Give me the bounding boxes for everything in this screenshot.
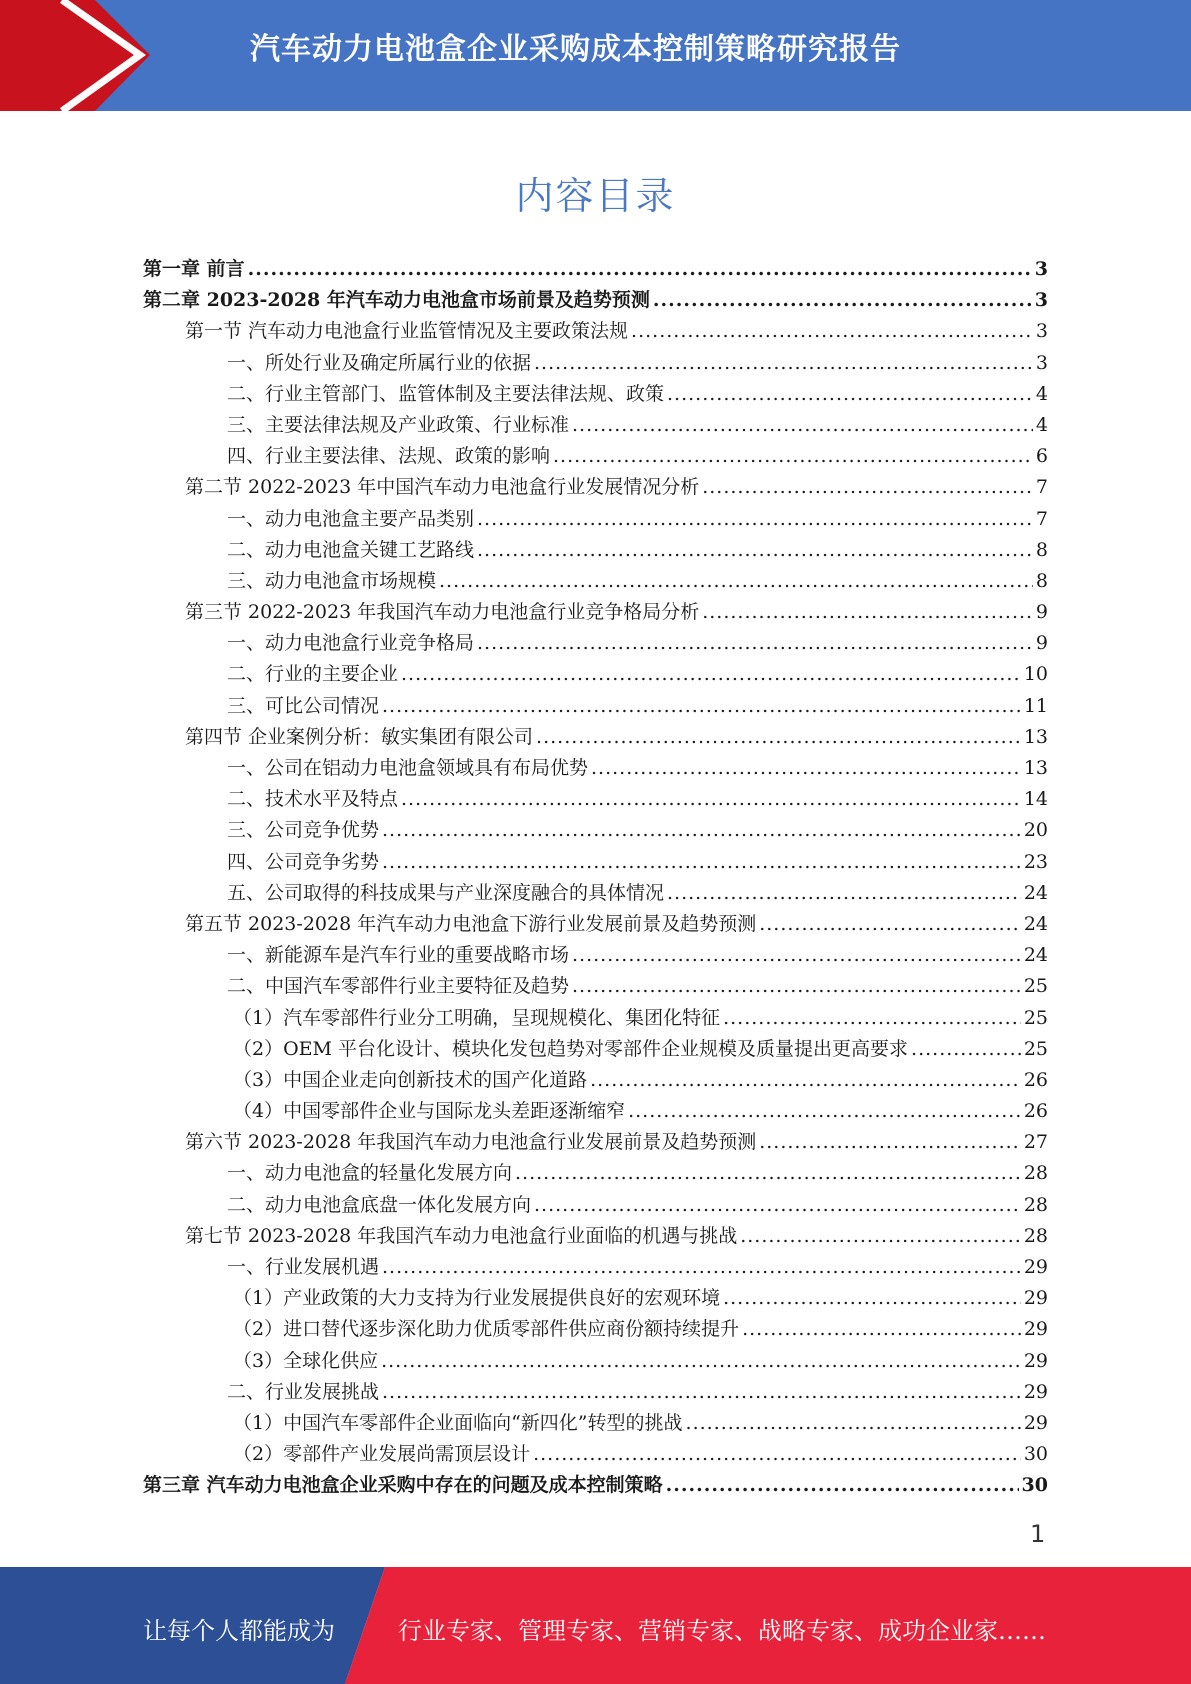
toc-entry-page: 30: [1023, 1443, 1048, 1466]
toc-entry[interactable]: [143, 659, 1048, 690]
toc-entry-title: 第一节 汽车动力电池盒行业监管情况及主要政策法规: [185, 320, 629, 343]
toc-entry[interactable]: [143, 348, 1048, 379]
toc-entry[interactable]: [143, 971, 1048, 1002]
toc-entry-title: 三、动力电池盒市场规模: [227, 569, 437, 592]
toc-entry[interactable]: [143, 1314, 1048, 1345]
toc-entry-page: 3: [1034, 289, 1048, 312]
toc-entry[interactable]: [143, 878, 1048, 909]
toc-entry[interactable]: [143, 379, 1048, 410]
toc-entry-title: （3）全球化供应: [233, 1349, 379, 1372]
toc-entry[interactable]: [143, 441, 1048, 472]
toc-dot-leader: [382, 815, 1021, 846]
toc-entry-page: 13: [1023, 757, 1048, 779]
toc-dot-leader: [553, 441, 1033, 472]
toc-dot-leader: [667, 878, 1021, 909]
toc-entry-title: 一、公司在铝动力电池盒领域具有布局优势: [227, 757, 589, 779]
toc-entry-title: 二、动力电池盒底盘一体化发展方向: [227, 1193, 532, 1216]
toc-entry-page: 30: [1021, 1474, 1048, 1497]
toc-entry-title: （1）汽车零部件行业分工明确，呈现规模化、集团化特征: [233, 1006, 721, 1029]
toc-entry-page: 7: [1035, 476, 1048, 499]
toc-entry-title: 第五节 2023-2028 年汽车动力电池盒下游行业发展前景及趋势预测: [185, 912, 757, 935]
toc-entry[interactable]: [143, 1003, 1048, 1034]
toc-entry-page: 8: [1035, 569, 1048, 592]
toc-entry[interactable]: [143, 1034, 1048, 1065]
toc-dot-leader: [477, 628, 1033, 659]
toc-entry[interactable]: [143, 566, 1048, 597]
toc-entry-page: 29: [1023, 1380, 1048, 1403]
toc-dot-leader: [477, 504, 1033, 535]
toc-entry-page: 3: [1034, 258, 1048, 280]
toc-entry-title: 四、公司竞争劣势: [227, 850, 380, 873]
toc-dot-leader: [477, 535, 1033, 566]
toc-entry-title: 第七节 2023-2028 年我国汽车动力电池盒行业面临的机遇与挑战: [185, 1224, 738, 1247]
toc-entry-title: 二、中国汽车零部件行业主要特征及趋势: [227, 975, 570, 998]
toc-entry-page: 28: [1023, 1224, 1048, 1247]
toc-entry-title: 第二节 2022-2023 年中国汽车动力电池盒行业发展情况分析: [185, 476, 700, 499]
toc-dot-leader: [382, 1377, 1021, 1408]
toc-entry-page: 23: [1023, 850, 1048, 873]
toc-entry-page: 24: [1023, 912, 1048, 935]
toc-entry[interactable]: [143, 504, 1048, 535]
toc-entry[interactable]: [143, 1377, 1048, 1408]
toc-dot-leader: [628, 1096, 1021, 1127]
toc-entry-page: 26: [1023, 1100, 1048, 1123]
toc-entry-title: 一、动力电池盒主要产品类别: [227, 507, 475, 530]
toc-entry-page: 25: [1023, 1006, 1048, 1029]
toc-entry-title: （2）OEM 平台化设计、模块化发包趋势对零部件企业规模及质量提出更高要求: [233, 1037, 909, 1060]
toc-entry-title: 第三章 汽车动力电池盒企业采购中存在的问题及成本控制策略: [143, 1474, 663, 1497]
toc-entry-page: 9: [1035, 632, 1048, 655]
toc-entry-title: （2）进口替代逐步深化助力优质零部件供应商份额持续提升: [233, 1318, 740, 1341]
toc-entry-title: 二、动力电池盒关键工艺路线: [227, 538, 475, 561]
toc-entry-title: 第六节 2023-2028 年我国汽车动力电池盒行业发展前景及趋势预测: [185, 1131, 757, 1154]
toc-entry-page: 28: [1023, 1193, 1048, 1216]
toc-entry-page: 29: [1023, 1287, 1048, 1310]
toc-entry[interactable]: [143, 784, 1048, 815]
toc-dot-leader: [590, 1065, 1021, 1096]
toc-entry-page: 10: [1023, 663, 1048, 686]
toc-entry[interactable]: [143, 1346, 1048, 1377]
toc-entry[interactable]: [143, 472, 1048, 503]
toc-entry-title: 第四节 企业案例分析：敏实集团有限公司: [185, 725, 534, 748]
toc-dot-leader: [382, 847, 1021, 878]
toc-entry-page: 20: [1023, 819, 1048, 842]
toc-dot-leader: [382, 1252, 1021, 1283]
page-number: 1: [1030, 1520, 1046, 1548]
report-title: 汽车动力电池盒企业采购成本控制策略研究报告: [250, 32, 901, 67]
toc-dot-leader: [591, 753, 1021, 784]
toc-entry[interactable]: [143, 722, 1048, 753]
toc-entry-title: 一、新能源车是汽车行业的重要战略市场: [227, 944, 570, 967]
toc-entry[interactable]: [143, 847, 1048, 878]
toc-dot-leader: [572, 971, 1021, 1002]
footer-slogan-left: 让每个人都能成为: [143, 1617, 335, 1645]
toc-dot-leader: [723, 1003, 1021, 1034]
toc-entry[interactable]: [143, 1065, 1048, 1096]
toc-entry[interactable]: [143, 628, 1048, 659]
toc-entry[interactable]: [143, 410, 1048, 441]
footer-banner: [0, 1567, 1191, 1684]
toc-entry-title: 第三节 2022-2023 年我国汽车动力电池盒行业竞争格局分析: [185, 601, 700, 624]
toc-dot-leader: [686, 1408, 1021, 1439]
toc-entry-title: 第一章 前言: [143, 258, 245, 280]
toc-dot-leader: [382, 691, 1021, 722]
toc-dot-leader: [534, 348, 1033, 379]
toc-entry[interactable]: [143, 1408, 1048, 1439]
toc-entry-title: （1）产业政策的大力支持为行业发展提供良好的宏观环境: [233, 1287, 721, 1310]
toc-dot-leader: [401, 784, 1021, 815]
toc-entry[interactable]: [143, 535, 1048, 566]
toc-entry-title: 一、动力电池盒行业竞争格局: [227, 632, 475, 655]
toc-entry-title: 一、行业发展机遇: [227, 1256, 380, 1278]
toc-dot-leader: [631, 316, 1033, 347]
toc-entry-page: 29: [1023, 1411, 1048, 1434]
toc-entry[interactable]: [143, 753, 1048, 784]
header-arrow-decoration: [0, 0, 160, 111]
toc-entry-page: 8: [1035, 538, 1048, 561]
toc-entry-title: 二、行业主管部门、监管体制及主要法律法规、政策: [227, 382, 665, 405]
toc-entry[interactable]: [143, 909, 1048, 940]
header-banner: [0, 0, 1191, 111]
toc-entry-title: 一、所处行业及确定所属行业的依据: [227, 351, 532, 374]
toc-dot-leader: [381, 1346, 1021, 1377]
toc-entry[interactable]: [143, 254, 1048, 285]
toc-entry-title: 五、公司取得的科技成果与产业深度融合的具体情况: [227, 881, 665, 904]
toc-entry-page: 25: [1023, 975, 1048, 998]
toc-entry-page: 14: [1023, 788, 1048, 811]
toc-entry-page: 4: [1035, 413, 1048, 436]
table-of-contents: [143, 254, 1048, 1502]
toc-entry[interactable]: [143, 815, 1048, 846]
toc-dot-leader: [759, 1127, 1021, 1158]
toc-entry[interactable]: [143, 1158, 1048, 1189]
toc-entry-page: 24: [1023, 944, 1048, 967]
toc-entry-title: 第二章 2023-2028 年汽车动力电池盒市场前景及趋势预测: [143, 289, 650, 312]
toc-entry-title: 三、主要法律法规及产业政策、行业标准: [227, 413, 570, 436]
toc-entry-title: 一、动力电池盒的轻量化发展方向: [227, 1162, 513, 1185]
toc-dot-leader: [533, 1439, 1021, 1470]
toc-entry[interactable]: [143, 1439, 1048, 1470]
toc-entry-page: 4: [1035, 382, 1048, 405]
toc-dot-leader: [740, 1221, 1021, 1252]
toc-dot-leader: [248, 254, 1032, 285]
toc-entry[interactable]: [143, 1096, 1048, 1127]
toc-entry-title: （1）中国汽车零部件企业面临向“新四化”转型的挑战: [233, 1411, 683, 1434]
toc-dot-leader: [702, 472, 1033, 503]
toc-entry[interactable]: [143, 1127, 1048, 1158]
toc-dot-leader: [702, 597, 1033, 628]
toc-entry-title: （4）中国零部件企业与国际龙头差距逐渐缩窄: [233, 1100, 626, 1123]
toc-entry-title: （3）中国企业走向创新技术的国产化道路: [233, 1068, 588, 1091]
toc-dot-leader: [667, 379, 1033, 410]
toc-dot-leader: [666, 1470, 1019, 1501]
toc-entry-page: 27: [1023, 1131, 1048, 1154]
toc-dot-leader: [723, 1283, 1021, 1314]
toc-dot-leader: [653, 285, 1032, 316]
toc-entry-page: 26: [1023, 1068, 1048, 1091]
toc-entry-page: 9: [1035, 601, 1048, 624]
toc-entry-page: 25: [1023, 1037, 1048, 1060]
toc-entry-page: 7: [1035, 507, 1048, 530]
toc-entry[interactable]: [143, 285, 1048, 316]
toc-dot-leader: [759, 909, 1021, 940]
toc-entry-title: 二、行业的主要企业: [227, 663, 399, 686]
toc-entry-page: 24: [1023, 881, 1048, 904]
footer-slogan-right: 行业专家、管理专家、营销专家、战略专家、成功企业家……: [398, 1617, 1046, 1645]
toc-dot-leader: [439, 566, 1033, 597]
toc-entry[interactable]: [143, 316, 1048, 347]
toc-dot-leader: [534, 1190, 1021, 1221]
toc-entry-page: 3: [1035, 351, 1048, 374]
toc-heading: 内容目录: [515, 174, 676, 218]
toc-entry[interactable]: [143, 1283, 1048, 1314]
toc-entry-page: 6: [1035, 445, 1048, 468]
toc-entry[interactable]: [143, 1252, 1048, 1283]
toc-entry[interactable]: [143, 1470, 1048, 1501]
toc-entry-title: 二、技术水平及特点: [227, 788, 399, 811]
toc-entry-page: 29: [1023, 1256, 1048, 1278]
toc-entry-page: 13: [1023, 725, 1048, 748]
toc-entry[interactable]: [143, 597, 1048, 628]
toc-dot-leader: [536, 722, 1021, 753]
toc-entry[interactable]: [143, 940, 1048, 971]
toc-entry[interactable]: [143, 1221, 1048, 1252]
toc-entry-title: 四、行业主要法律、法规、政策的影响: [227, 445, 551, 468]
toc-entry[interactable]: [143, 1190, 1048, 1221]
toc-entry-page: 28: [1023, 1162, 1048, 1185]
toc-entry-title: （2）零部件产业发展尚需顶层设计: [233, 1443, 531, 1466]
toc-entry-page: 29: [1023, 1349, 1048, 1372]
toc-entry-page: 29: [1023, 1318, 1048, 1341]
toc-dot-leader: [911, 1034, 1021, 1065]
toc-dot-leader: [742, 1314, 1021, 1345]
toc-entry-title: 二、行业发展挑战: [227, 1380, 380, 1403]
toc-entry-page: 11: [1023, 694, 1048, 717]
toc-dot-leader: [401, 659, 1021, 690]
toc-entry-title: 三、可比公司情况: [227, 694, 380, 717]
toc-entry[interactable]: [143, 691, 1048, 722]
toc-entry-title: 三、公司竞争优势: [227, 819, 380, 842]
toc-dot-leader: [572, 940, 1021, 971]
toc-dot-leader: [515, 1158, 1021, 1189]
toc-entry-page: 3: [1035, 320, 1048, 343]
toc-dot-leader: [572, 410, 1033, 441]
